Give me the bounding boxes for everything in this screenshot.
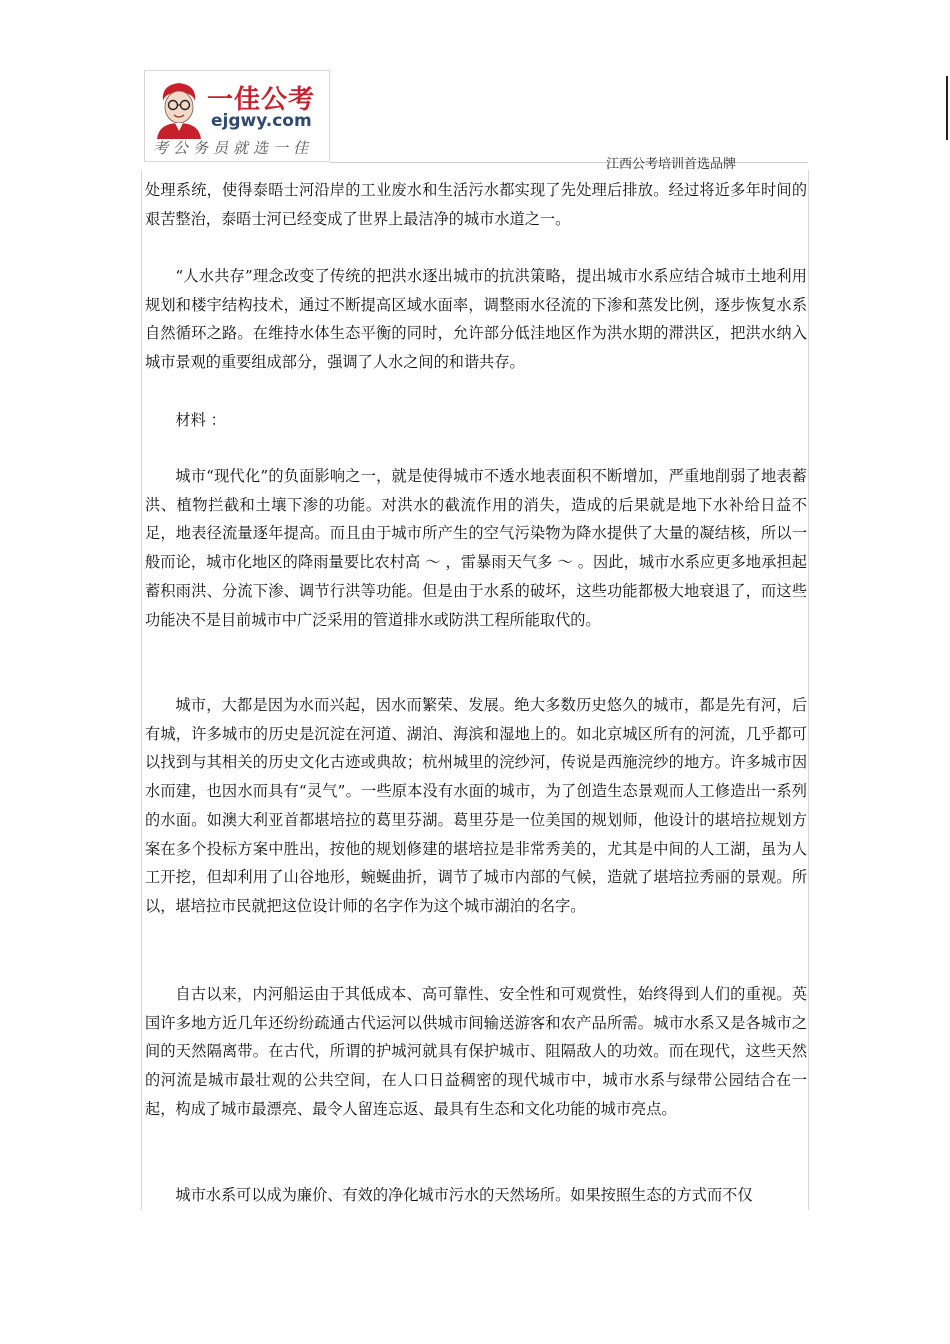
paragraph-7: 城市水系可以成为廉价、有效的净化城市污水的天然场所。如果按照生态的方式而不仅 bbox=[175, 1186, 753, 1204]
logo-domain: ejgwy.com bbox=[211, 111, 312, 131]
logo-title: 一佳公考 bbox=[207, 85, 316, 115]
avatar-icon bbox=[153, 79, 205, 139]
page-edge-mark bbox=[946, 76, 948, 140]
paragraph-5: 城市，大都是因为水而兴起，因水而繁荣、发展。绝大多数历史悠久的城市，都是先有河，后有城，许多城市的历史是沉淀在河道、湖泊、海滨和湿地上的。如北京城区所有的河流，几乎都可以找到与其相关的历史文化古迹或典故；杭州城里的浣纱河，传说是西施浣纱的地方。许多城市因水而建，也因水而具有“灵气”。一些原本没有水面的城市，为了创造生态景观而人工修造出一系列的水面。如澳大利亚首都堪培拉的葛里芬湖。葛里芬是一位美国的规划师，他设计的堪培拉规划方案在多个投标方案中胜出，按他的规划修建的堪培拉是非常秀美的，尤其是中间的人工湖，虽为人工开挖，但却利用了山谷地形，蜿蜒曲折，调节了城市内部的气候，造就了堪培拉秀丽的景观。所以，堪培拉市民就把这位设计师的名字作为这个城市湖泊的名字。 bbox=[145, 696, 807, 915]
paragraph-3-heading: 材料 ： bbox=[175, 411, 226, 429]
brand-tagline: 江西公考培训首选品牌 bbox=[606, 157, 737, 172]
paragraph-4: 城市“现代化”的负面影响之一，就是使得城市不透水地表面积不断增加，严重地削弱了地表蓄洪、植物拦截和土壤下渗的功能。对洪水的截流作用的消失，造成的后果就是地下水补给日益不足，地表径流量逐年提高。而且由于城市所产生的空气污染物为降水提供了大量的凝结核，所以一般而论，城市化地区的降雨量要比农村高 ～ ，雷暴雨天气多 ～ 。因此，城市水系应更多地承担起蓄积雨洪、分流下渗、调节行洪等功能。但是由于水系的破坏，这些功能都极大地衰退了，而这些功能决不是目前城市中广泛采用的管道排水或防洪工程所能取代的。 bbox=[145, 467, 807, 629]
paragraph-2: “人水共存”理念改变了传统的把洪水逐出城市的抗洪策略，提出城市水系应结合城市土地利用规划和楼宇结构技术，通过不断提高区域水面率，调整雨水径流的下渗和蒸发比例，逐步恢复水系自然循环之路。在维持水体生态平衡的同时，允许部分低洼地区作为洪水期的滞洪区，把洪水纳入城市景观的重要组成部分，强调了人水之间的和谐共存。 bbox=[145, 267, 807, 372]
logo bbox=[144, 70, 330, 162]
paragraph-1: 处理系统，使得泰晤士河沿岸的工业废水和生活污水都实现了先处理后排放。经过将近多年时间的艰苦整治，泰晤士河已经变成了世界上最洁净的城市水道之一。 bbox=[145, 181, 807, 228]
paragraph-6: 自古以来，内河船运由于其低成本、高可靠性、安全性和可观赏性，始终得到人们的重视。英国许多地方近几年还纷纷疏通古代运河以供城市间输送游客和农产品所需。城市水系又是各城市之间的天然隔离带。在古代，所谓的护城河就具有保护城市、阻隔敌人的功效。而在现代，这些天然的河流是城市最壮观的公共空间，在人口日益稠密的现代城市中，城市水系与绿带公园结合在一起，构成了城市最漂亮、最令人留连忘返、最具有生态和文化功能的城市亮点。 bbox=[145, 985, 807, 1118]
header-divider bbox=[330, 162, 808, 163]
logo-slogan: 考公务员就选一佳 bbox=[153, 139, 314, 157]
